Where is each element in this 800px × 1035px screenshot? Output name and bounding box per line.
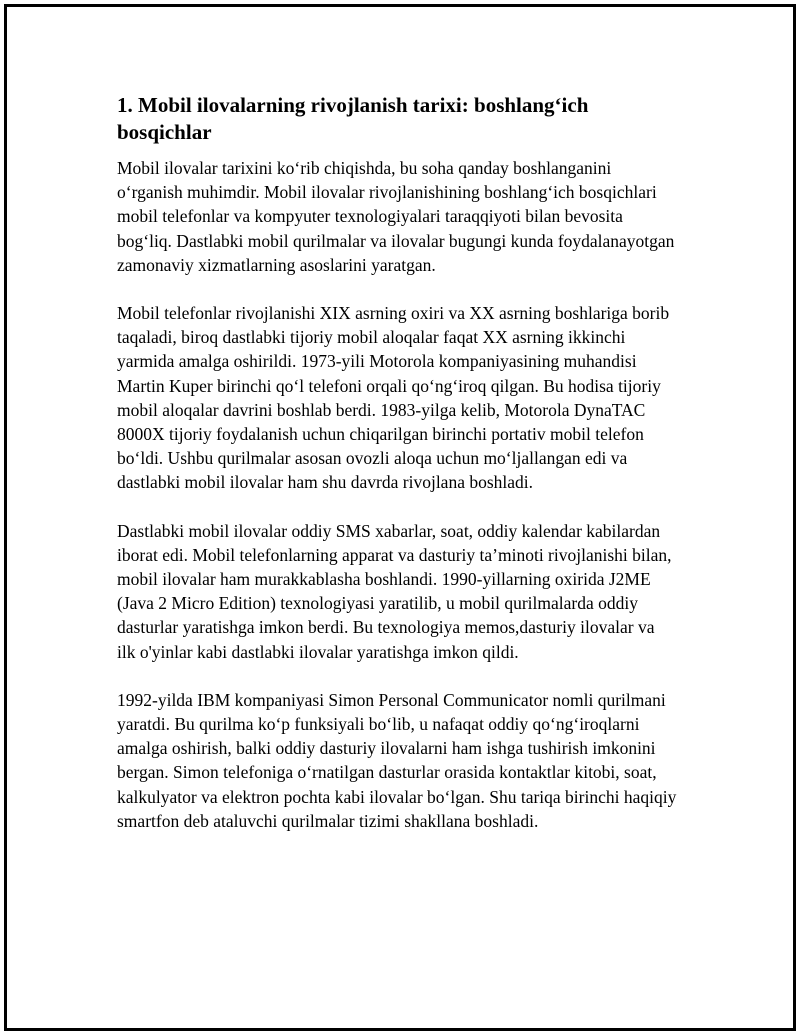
section-heading: 1. Mobil ilovalarning rivojlanish tarixi: boshlang‘ich bosqichlar [117,93,589,144]
paragraph-4: 1992-yilda IBM kompaniyasi Simon Personal Communicator nomli qurilmani yaratdi. Bu qurilma ko‘p funksiyali bo‘lib, u nafaqat oddiy qo‘ng‘iroqlarni amalga oshirish, balki oddiy dasturiy ilovalarni ham ishga tushirish imkonini bergan. Simon telefoniga o‘rnatilgan dasturlar orasida kontaktlar kitobi, soat, kalkulyator va elektron pochta kabi ilovalar bo‘lgan. Shu tariqa birinchi haqiqiy smartfon deb ataluvchi qurilmalar tizimi shakllana boshladi. [117,689,677,831]
paragraph-3: Dastlabki mobil ilovalar oddiy SMS xabarlar, soat, oddiy kalendar kabilardan iborat edi. Mobil telefonlarning apparat va dasturiy ta’minoti rivojlanishi bilan, mobil ilovalar ham murakkablasha boshlandi. 1990-yillarning oxirida J2ME (Java 2 Micro Edition) texnologiyasi yaratilib, u mobil qurilmalarda oddiy dasturlar yaratishga imkon berdi. Bu texnologiya memos,dasturiy ilovalar va ilk o'yinlar kabi dastlabki ilovalar yaratishga imkon qildi. [117,520,672,662]
document-body [117,92,677,857]
paragraph-2: Mobil telefonlar rivojlanishi XIX asrning oxiri va XX asrning boshlariga borib taqaladi, biroq dastlabki tijoriy mobil aloqalar faqat XX asrning ikkinchi yarmida amalga oshirildi. 1973-yili Motorola kompaniyasining muhandisi Martin Kuper birinchi qo‘l telefoni orqali qo‘ng‘iroq qilgan. Bu hodisa tijoriy mobil aloqalar davrini boshlab berdi. 1983-yilga kelib, Motorola DynaTAC 8000X tijoriy foydalanish uchun chiqarilgan birinchi portativ mobil telefon bo‘ldi. Ushbu qurilmalar asosan ovozli aloqa uchun mo‘ljallangan edi va dastlabki mobil ilovalar ham shu davrda rivojlana boshladi. [117,303,670,493]
paragraph-1: Mobil ilovalar tarixini ko‘rib chiqishda, bu soha qanday boshlanganini o‘rganish muhimdir. Mobil ilovalar rivojlanishining boshlang‘ich bosqichlari mobil telefonlar va kompyuter texnologiyalari taraqqiyoti bilan bevosita bog‘liq. Dastlabki mobil qurilmalar va ilovalar bugungi kunda foydalanayotgan zamonaviy xizmatlarning asoslarini yaratgan. [117,158,675,275]
